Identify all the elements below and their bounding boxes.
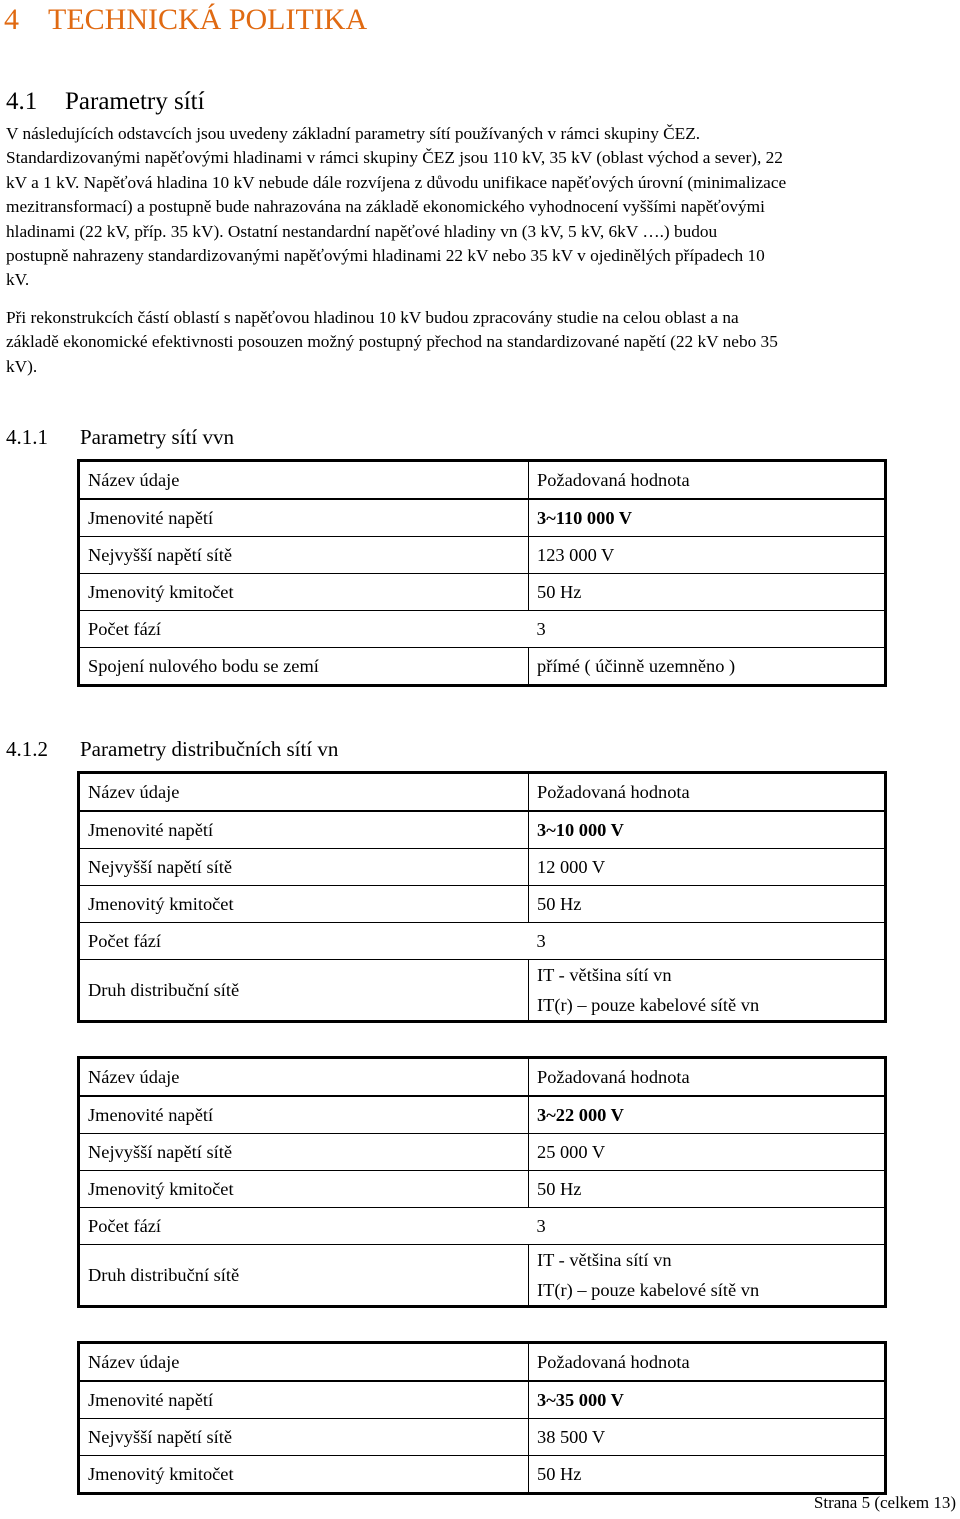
column-header-value: Požadovaná hodnota <box>529 461 886 500</box>
reconstruction-paragraph <box>6 306 956 379</box>
row-label: Jmenovitý kmitočet <box>79 1171 529 1208</box>
row-value: 3 <box>529 923 886 960</box>
row-value: 12 000 V <box>529 849 886 886</box>
row-label: Nejvyšší napětí sítě <box>79 537 529 574</box>
column-header-name: Název údaje <box>79 1058 529 1097</box>
column-header-name: Název údaje <box>79 1343 529 1382</box>
column-header-name: Název údaje <box>79 461 529 500</box>
column-header-name: Název údaje <box>79 773 529 812</box>
row-value: přímé ( účinně uzemněno ) <box>529 648 886 686</box>
row-label: Jmenovité napětí <box>79 1381 529 1419</box>
row-value: 3 <box>529 1208 886 1245</box>
row-value: 25 000 V <box>529 1134 886 1171</box>
page-footer: Strana 5 (celkem 13) <box>813 1493 956 1512</box>
row-value: 50 Hz <box>529 886 886 923</box>
column-header-value: Požadovaná hodnota <box>529 773 886 812</box>
row-label: Jmenovité napětí <box>79 499 529 537</box>
table-header-row <box>79 461 886 500</box>
value-line: IT - většina sítí vn <box>537 965 672 985</box>
paragraph-line: Standardizovanými napěťovými hladinami v rámci skupiny ČEZ jsou 110 kV, 35 kV (oblast východ a sever), 22 <box>6 148 783 168</box>
row-value: 38 500 V <box>529 1419 886 1456</box>
table-row <box>79 886 886 923</box>
row-label: Druh distribuční sítě <box>79 1245 529 1307</box>
row-value: 50 Hz <box>529 1171 886 1208</box>
row-value <box>529 960 886 1022</box>
table-row <box>79 1208 886 1245</box>
intro-paragraph <box>6 122 956 293</box>
table-row <box>79 648 886 686</box>
subsection-title: Parametry sítí vvn <box>80 425 234 449</box>
row-label: Jmenovitý kmitočet <box>79 1456 529 1494</box>
section-heading <box>6 86 205 118</box>
table-header-row <box>79 1343 886 1382</box>
column-header-value: Požadovaná hodnota <box>529 1343 886 1382</box>
row-label: Počet fází <box>79 923 529 960</box>
table-row <box>79 1171 886 1208</box>
row-value: 3~110 000 V <box>529 499 886 537</box>
subsection-heading-vn <box>6 735 338 763</box>
row-label: Počet fází <box>79 1208 529 1245</box>
subsection-title: Parametry distribučních sítí vn <box>80 737 339 761</box>
subsection-number: 4.1.1 <box>6 425 48 449</box>
table-row <box>79 923 886 960</box>
table-row <box>79 1456 886 1494</box>
table-row <box>79 849 886 886</box>
table-vn-35kv-parameters <box>77 1341 887 1495</box>
row-label: Počet fází <box>79 611 529 648</box>
row-value: 50 Hz <box>529 574 886 611</box>
paragraph-line: mezitransformací) a postupně bude nahrazována na základě ekonomického vyhodnocení vyššími napěťovými <box>6 197 765 217</box>
table-row <box>79 499 886 537</box>
paragraph-line: kV. <box>6 270 30 290</box>
paragraph-line: Při rekonstrukcích částí oblastí s napěťovou hladinou 10 kV budou zpracovány studie na celou oblast a na <box>6 308 739 327</box>
row-label: Jmenovitý kmitočet <box>79 886 529 923</box>
table-vn-10kv-parameters <box>77 771 887 1023</box>
row-label: Nejvyšší napětí sítě <box>79 849 529 886</box>
section-number: 4.1 <box>6 88 38 115</box>
subsection-heading-vvn <box>6 423 234 451</box>
chapter-heading <box>4 2 367 38</box>
row-value: 3~35 000 V <box>529 1381 886 1419</box>
table-row <box>79 960 886 1022</box>
row-label: Jmenovité napětí <box>79 1096 529 1134</box>
subsection-number: 4.1.2 <box>6 737 48 761</box>
table-row <box>79 811 886 849</box>
column-header-value: Požadovaná hodnota <box>529 1058 886 1097</box>
row-value: 3 <box>529 611 886 648</box>
row-label: Nejvyšší napětí sítě <box>79 1419 529 1456</box>
table-row <box>79 1245 886 1307</box>
section-title: Parametry sítí <box>65 88 205 115</box>
paragraph-line: V následujících odstavcích jsou uvedeny základní parametry sítí používaných v rámci skupiny ČEZ. <box>6 124 701 143</box>
row-label: Spojení nulového bodu se zemí <box>79 648 529 686</box>
table-row <box>79 1381 886 1419</box>
table-row <box>79 1096 886 1134</box>
row-value: 123 000 V <box>529 537 886 574</box>
value-line: IT - většina sítí vn <box>537 1250 672 1270</box>
row-label: Druh distribuční sítě <box>79 960 529 1022</box>
paragraph-line: kV). <box>6 356 38 376</box>
row-value <box>529 1245 886 1307</box>
table-vvn-parameters <box>77 459 887 687</box>
paragraph-line: kV a 1 kV. Napěťová hladina 10 kV nebude dále rozvíjena z důvodu unifikace napěťových úrovní (minimalizace <box>6 172 787 192</box>
row-value: 3~10 000 V <box>529 811 886 849</box>
value-line: IT(r) – pouze kabelové sítě vn <box>537 1280 760 1300</box>
row-label: Jmenovitý kmitočet <box>79 574 529 611</box>
table-row <box>79 537 886 574</box>
row-value: 3~22 000 V <box>529 1096 886 1134</box>
table-header-row <box>79 1058 886 1097</box>
row-label: Jmenovité napětí <box>79 811 529 849</box>
table-vn-22kv-parameters <box>77 1056 887 1308</box>
table-row <box>79 1419 886 1456</box>
table-row <box>79 611 886 648</box>
chapter-number: 4 <box>4 3 19 36</box>
value-line: IT(r) – pouze kabelové sítě vn <box>537 995 760 1015</box>
paragraph-line: hladinami (22 kV, příp. 35 kV). Ostatní nestandardní napěťové hladiny vn (3 kV, 5 kV, 6kV ….) budou <box>6 221 718 241</box>
paragraph-line: postupně nahrazeny standardizovanými napěťovými hladinami 22 kV nebo 35 kV v ojedinělých případech 10 <box>6 246 765 266</box>
chapter-title: TECHNICKÁ POLITIKA <box>48 3 368 36</box>
paragraph-line: základě ekonomické efektivnosti posouzen možný postupný přechod na standardizované napětí (22 kV nebo 35 <box>6 332 778 352</box>
table-row <box>79 574 886 611</box>
row-value: 50 Hz <box>529 1456 886 1494</box>
table-header-row <box>79 773 886 812</box>
row-label: Nejvyšší napětí sítě <box>79 1134 529 1171</box>
table-row <box>79 1134 886 1171</box>
